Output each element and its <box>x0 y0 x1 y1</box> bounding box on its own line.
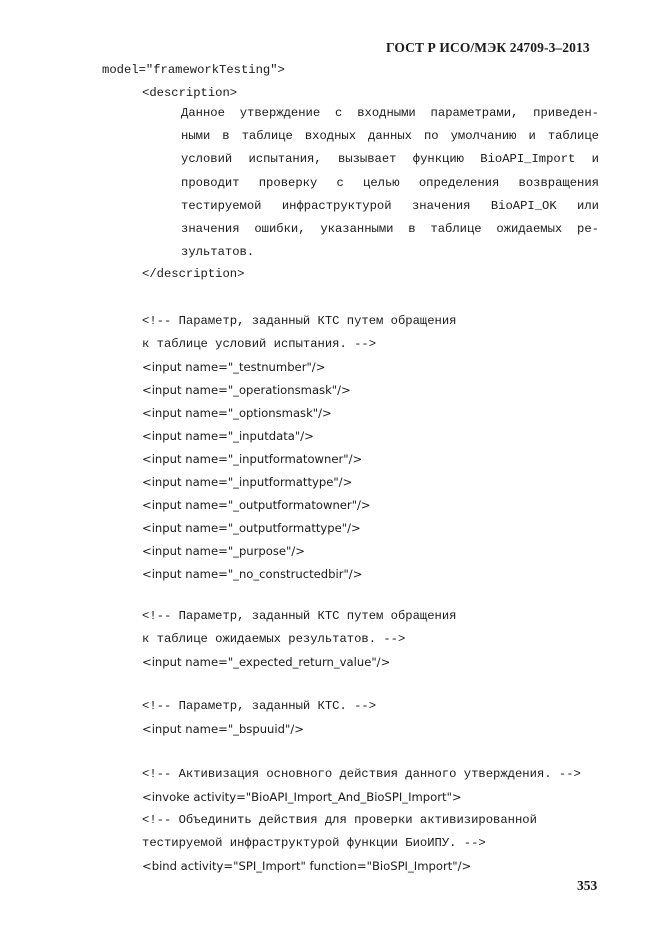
input-line: <input name="_expected_return_value"/> <box>142 655 391 669</box>
comment-line: <!-- Активизация основного действия данного утверждения. --> <box>142 767 581 781</box>
description-line: зультатов. <box>181 245 255 260</box>
input-line: <input name="_inputformatowner"/> <box>142 452 363 466</box>
description-line: тестируемой инфраструктурой значения BioAPI_OK или <box>181 198 599 213</box>
description-text <box>181 102 599 264</box>
code-line-description-close: </description> <box>142 267 245 281</box>
page-number: 353 <box>577 878 598 893</box>
comment-line: к таблице условий испытания. --> <box>142 337 377 351</box>
input-line: <input name="_testnumber"/> <box>142 360 326 374</box>
input-line: <input name="_inputdata"/> <box>142 429 314 443</box>
comment-line: <!-- Параметр, заданный КТС путем обращения <box>142 314 457 328</box>
input-line: <input name="_bspuuid"/> <box>142 722 304 736</box>
description-line: проводит проверку с целью определения возвращения <box>181 175 599 190</box>
invoke-line: <invoke activity="BioAPI_Import_And_BioSPI_Import"> <box>142 790 462 804</box>
input-line: <input name="_no_constructedbir"/> <box>142 567 363 581</box>
input-line: <input name="_operationsmask"/> <box>142 383 351 397</box>
input-line: <input name="_outputformatowner"/> <box>142 498 371 512</box>
code-line-description-open: <description> <box>142 86 238 100</box>
description-line: значения ошибки, указанными в таблице ожидаемых ре- <box>181 221 599 236</box>
input-line: <input name="_optionsmask"/> <box>142 406 332 420</box>
comment-line: тестируемой инфраструктурой функции БиоИПУ. --> <box>142 836 486 850</box>
input-line: <input name="_inputformattype"/> <box>142 475 353 489</box>
comment-line: к таблице ожидаемых результатов. --> <box>142 632 406 646</box>
comment-line: <!-- Объединить действия для проверки активизированной <box>142 813 537 827</box>
bind-line: <bind activity="SPI_Import" function="BioSPI_Import"/> <box>142 859 472 873</box>
code-line-model: model="frameworkTesting"> <box>102 63 285 77</box>
description-line: ными в таблице входных данных по умолчанию и таблице <box>181 129 599 144</box>
standard-header: ГОСТ Р ИСО/МЭК 24709-3–2013 <box>386 40 590 55</box>
comment-line: <!-- Параметр, заданный КТС. --> <box>142 699 377 713</box>
description-line: условий испытания, вызывает функцию BioAPI_Import и <box>181 152 599 167</box>
input-line: <input name="_outputformattype"/> <box>142 521 361 535</box>
input-line: <input name="_purpose"/> <box>142 544 305 558</box>
description-line: Данное утверждение с входными параметрами, приведен- <box>181 106 599 120</box>
comment-line: <!-- Параметр, заданный КТС путем обращения <box>142 609 457 623</box>
